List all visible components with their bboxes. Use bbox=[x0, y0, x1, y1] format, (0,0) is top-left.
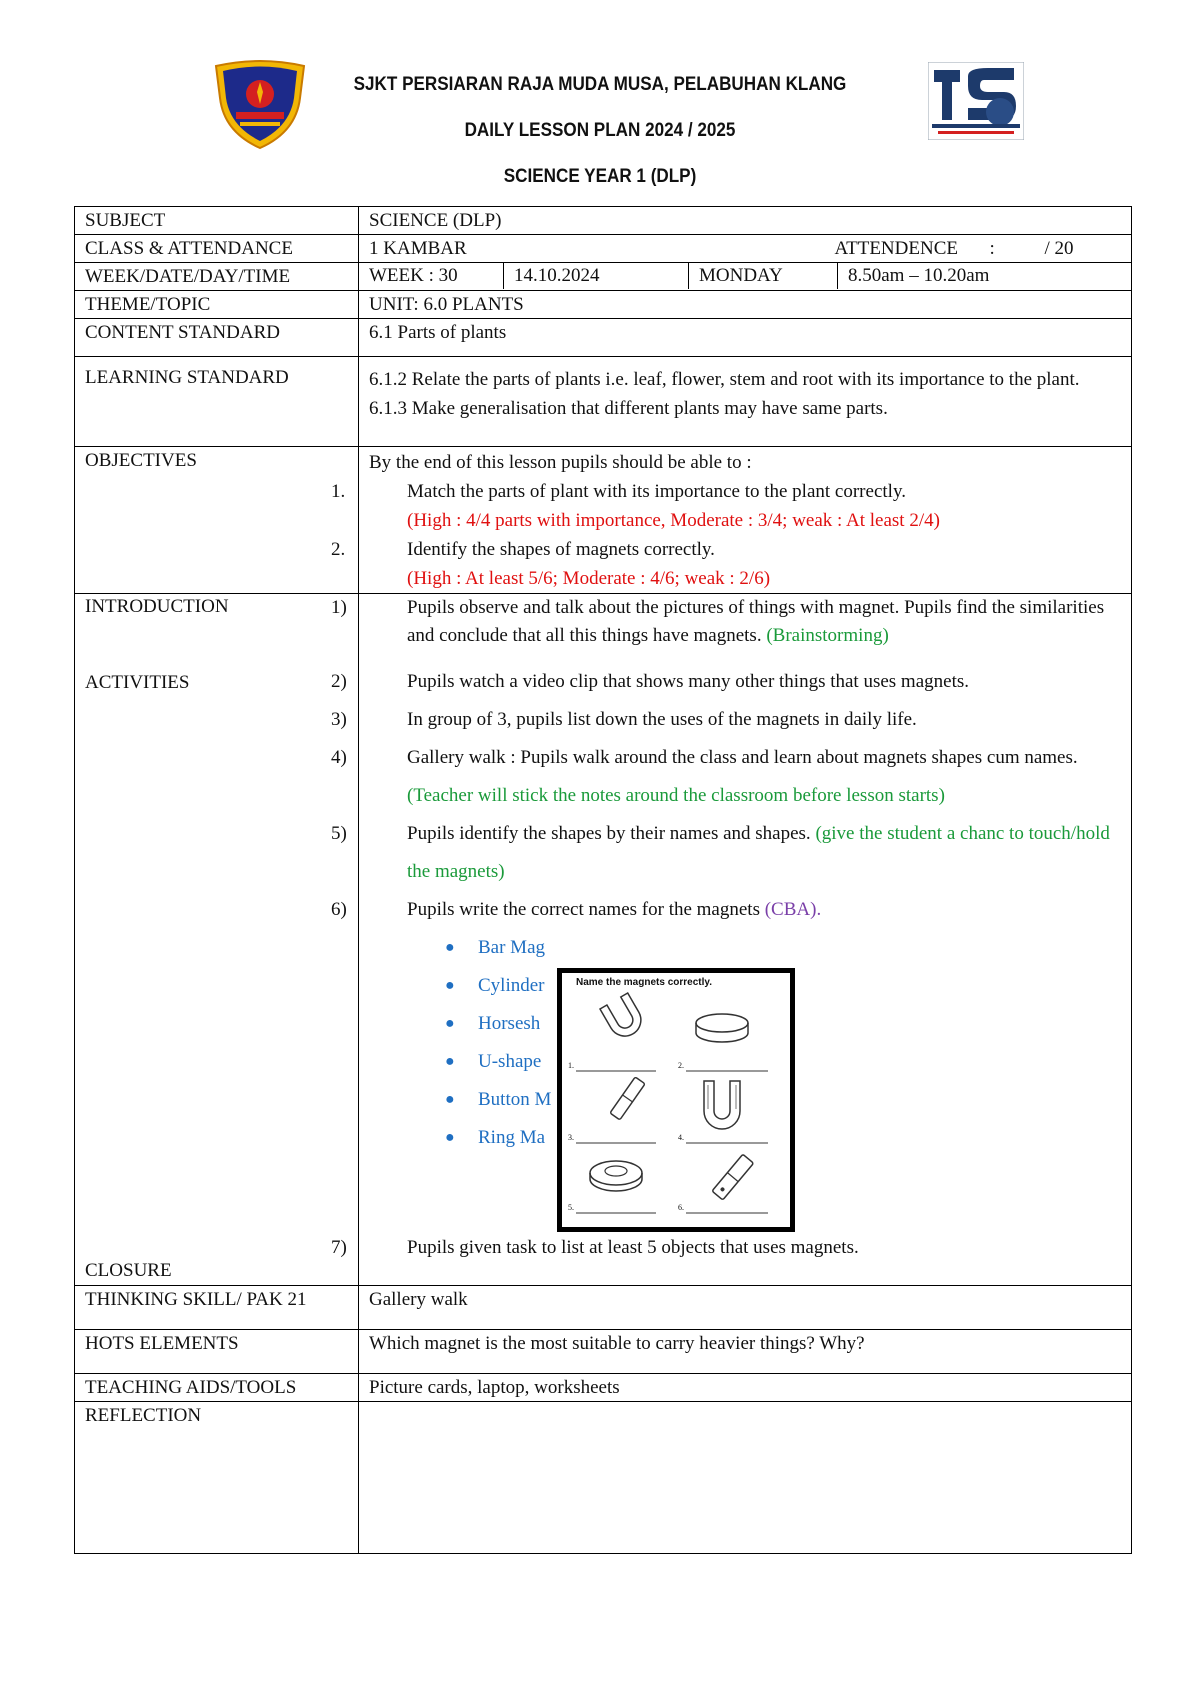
worksheet-number-2: 2. bbox=[678, 1061, 684, 1070]
activity-6-text: Pupils write the correct names for the magnets bbox=[407, 899, 760, 920]
magnet-bar: Bar Mag bbox=[478, 937, 546, 958]
ring-magnet-icon bbox=[590, 1161, 642, 1191]
objectives-label: OBJECTIVES bbox=[75, 447, 359, 594]
week-inner-table bbox=[359, 263, 1131, 289]
lesson-time: 8.50am – 10.20am bbox=[838, 263, 1132, 289]
subject-title: SCIENCE YEAR 1 (DLP) bbox=[503, 166, 697, 187]
week-label: WEEK/DATE/DAY/TIME bbox=[75, 263, 359, 291]
magnet-list-item: ● Ring Ma bbox=[445, 1127, 546, 1148]
u-shape-magnet-icon bbox=[704, 1081, 740, 1129]
activity-2-text: Pupils watch a video clip that shows many other things that uses magnets. bbox=[407, 671, 970, 692]
objective-2-criteria: (High : At least 5/6; Moderate : 4/6; weak : 2/6) bbox=[407, 568, 771, 589]
magnet-list-item: ● U-shape bbox=[445, 1051, 542, 1072]
activity-4-note: (Teacher will stick the notes around the classroom before lesson starts) bbox=[407, 785, 945, 806]
activity-3 bbox=[331, 701, 1121, 739]
activity-5-note: (give the student a chanc to touch/hold the magnets) bbox=[407, 823, 1110, 882]
learning-standard-2: 6.1.3 Make generalisation that different plants may have same parts. bbox=[369, 398, 888, 419]
aids-label: TEACHING AIDS/TOOLS bbox=[75, 1374, 359, 1402]
bar-magnet-icon bbox=[712, 1154, 754, 1200]
objective-2-number: 2. bbox=[331, 539, 346, 560]
magnet-u-shape: U-shape bbox=[478, 1051, 542, 1072]
worksheet-number-6: 6. bbox=[678, 1203, 684, 1212]
activity-6-number: 6) bbox=[331, 899, 347, 920]
lesson-date: 14.10.2024 bbox=[504, 263, 689, 289]
activity-4 bbox=[331, 739, 1121, 815]
activity-5-number: 5) bbox=[331, 823, 347, 844]
theme-label: THEME/TOPIC bbox=[75, 291, 359, 319]
attendance-label: ATTENDENCE bbox=[834, 238, 958, 259]
magnet-list-item: ● Bar Mag bbox=[445, 937, 546, 958]
activity-3-text: In group of 3, pupils list down the uses of the magnets in daily life. bbox=[407, 709, 917, 730]
week-number: WEEK : 30 bbox=[369, 265, 458, 286]
reflection-label: REFLECTION bbox=[75, 1402, 359, 1554]
row-reflection bbox=[75, 1402, 1132, 1554]
hots-value: Which magnet is the most suitable to carry heavier things? Why? bbox=[359, 1330, 1132, 1374]
row-objectives bbox=[75, 447, 1132, 594]
row-hots bbox=[75, 1330, 1132, 1374]
class-value: 1 KAMBAR bbox=[369, 238, 467, 259]
horseshoe-magnet-icon bbox=[600, 993, 647, 1042]
attendance-separator: : bbox=[989, 238, 995, 259]
row-class bbox=[75, 235, 1132, 263]
aids-value: Picture cards, laptop, worksheets bbox=[359, 1374, 1132, 1402]
magnet-list-item: ● Horsesh bbox=[445, 1013, 541, 1034]
worksheet-number-5: 5. bbox=[568, 1203, 574, 1212]
activity-1-text: Pupils observe and talk about the pictures of things with magnet. Pupils find the similarities and conclude that all this things have magnets. bbox=[407, 597, 1105, 646]
objective-2-text: Identify the shapes of magnets correctly. bbox=[407, 539, 715, 560]
lesson-day: MONDAY bbox=[689, 263, 838, 289]
worksheet-title: Name the magnets correctly. bbox=[576, 977, 712, 988]
row-aids bbox=[75, 1374, 1132, 1402]
class-cell bbox=[359, 235, 1132, 263]
worksheet-number-1: 1. bbox=[568, 1061, 574, 1070]
magnet-horseshoe: Horsesh bbox=[478, 1013, 541, 1034]
magnet-button: Button M bbox=[478, 1089, 552, 1110]
reflection-value bbox=[359, 1402, 1132, 1554]
objective-2 bbox=[331, 535, 1121, 564]
worksheet-drawings bbox=[562, 973, 790, 1227]
activity-2 bbox=[331, 663, 1121, 701]
content-label: CONTENT STANDARD bbox=[75, 319, 359, 357]
magnet-worksheet-image bbox=[557, 968, 795, 1232]
closure-label: CLOSURE bbox=[85, 1260, 172, 1281]
activities-label: ACTIVITIES bbox=[85, 672, 190, 693]
objective-1-criteria: (High : 4/4 parts with importance, Moderate : 3/4; weak : At least 2/4) bbox=[407, 510, 940, 531]
row-theme bbox=[75, 291, 1132, 319]
attendance-total: / 20 bbox=[1044, 238, 1074, 259]
thinking-label: THINKING SKILL/ PAK 21 bbox=[75, 1286, 359, 1330]
subject-value: SCIENCE (DLP) bbox=[359, 207, 1132, 235]
objectives-cell bbox=[331, 447, 1132, 594]
row-week bbox=[75, 263, 1132, 291]
activity-1-note: (Brainstorming) bbox=[766, 625, 889, 646]
row-learning bbox=[75, 357, 1132, 447]
hots-label: HOTS ELEMENTS bbox=[75, 1330, 359, 1374]
activity-7-number: 7) bbox=[331, 1237, 347, 1258]
theme-value: UNIT: 6.0 PLANTS bbox=[359, 291, 1132, 319]
activity-2-number: 2) bbox=[331, 671, 347, 692]
content-value: 6.1 Parts of plants bbox=[359, 319, 1132, 357]
activity-7-text: Pupils given task to list at least 5 objects that uses magnets. bbox=[407, 1237, 859, 1258]
objective-1 bbox=[331, 477, 1121, 506]
worksheet-number-4: 4. bbox=[678, 1133, 684, 1142]
magnet-ring: Ring Ma bbox=[478, 1127, 546, 1148]
activities-labels bbox=[75, 594, 359, 1286]
week-cell bbox=[359, 263, 1132, 291]
magnet-list-item: ● Cylinder bbox=[445, 975, 545, 996]
activity-4-number: 4) bbox=[331, 747, 347, 768]
activity-5 bbox=[331, 815, 1121, 891]
objectives-intro: By the end of this lesson pupils should be able to : bbox=[369, 452, 752, 473]
magnet-cylinder: Cylinder bbox=[478, 975, 545, 996]
objective-1-number: 1. bbox=[331, 481, 346, 502]
learning-label: LEARNING STANDARD bbox=[75, 357, 359, 447]
thinking-value: Gallery walk bbox=[359, 1286, 1132, 1330]
learning-cell bbox=[359, 357, 1132, 447]
magnet-list-item: ● Button M bbox=[445, 1089, 552, 1110]
row-subject bbox=[75, 207, 1132, 235]
lesson-plan-table bbox=[74, 206, 1132, 1554]
activity-1 bbox=[331, 594, 1121, 650]
cylinder-magnet-icon bbox=[696, 1014, 748, 1042]
activity-7 bbox=[331, 1234, 1121, 1262]
activity-1-number: 1) bbox=[331, 597, 347, 618]
objective-1-text: Match the parts of plant with its importance to the plant correctly. bbox=[407, 481, 906, 502]
row-content bbox=[75, 319, 1132, 357]
activity-3-number: 3) bbox=[331, 709, 347, 730]
introduction-label: INTRODUCTION bbox=[85, 596, 229, 617]
worksheet-number-3: 3. bbox=[568, 1133, 574, 1142]
activity-6 bbox=[331, 891, 1121, 929]
school-name: SJKT PERSIARAN RAJA MUDA MUSA, PELABUHAN KLANG bbox=[353, 74, 847, 95]
activity-4-text: Gallery walk : Pupils walk around the class and learn about magnets shapes cum names. bbox=[407, 747, 1078, 768]
row-thinking bbox=[75, 1286, 1132, 1330]
learning-standard-1: 6.1.2 Relate the parts of plants i.e. leaf, flower, stem and root with its importance to the plant. bbox=[369, 369, 1080, 390]
activity-5-text: Pupils identify the shapes by their names and shapes. bbox=[407, 823, 811, 844]
subject-label: SUBJECT bbox=[75, 207, 359, 235]
activity-6-note: (CBA). bbox=[764, 899, 822, 920]
bar-magnet-icon bbox=[610, 1077, 645, 1120]
class-label: CLASS & ATTENDANCE bbox=[75, 235, 359, 263]
plan-title: DAILY LESSON PLAN 2024 / 2025 bbox=[464, 120, 736, 141]
